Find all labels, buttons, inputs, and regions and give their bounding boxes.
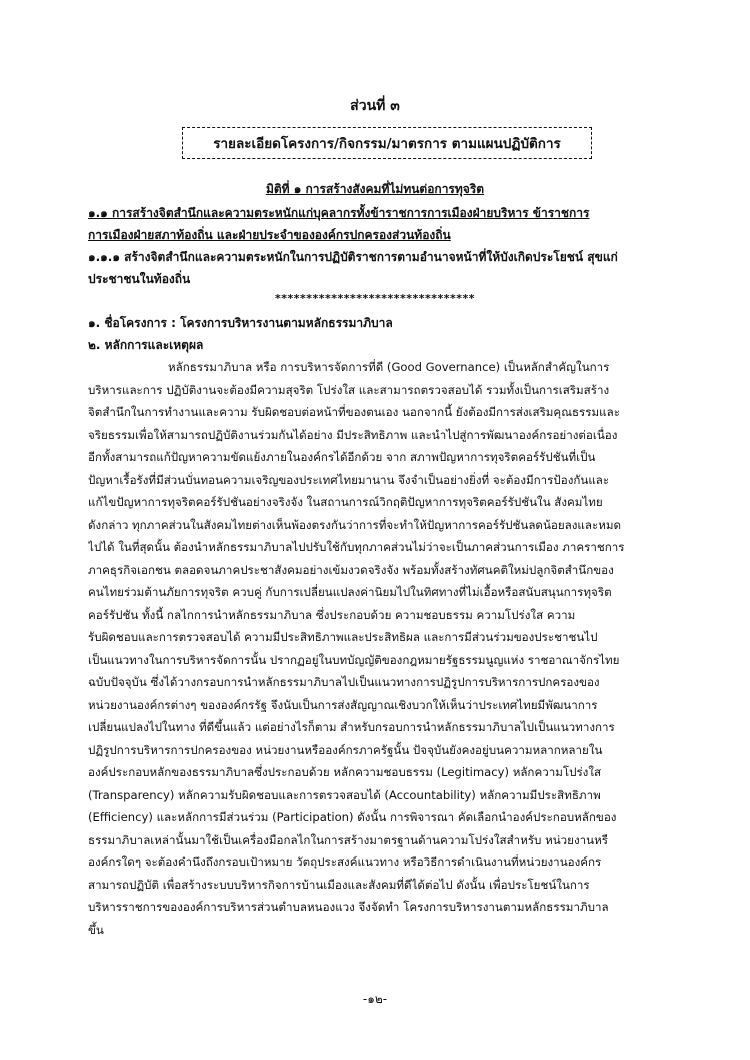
rationale-heading bbox=[88, 334, 668, 356]
page-number: -๑๒- bbox=[362, 992, 388, 1006]
body-line: เป็นแนวทางในการบริหารจัดการนั้น ปรากฏอยู่ในบทบัญญัติของกฎหมายรัฐธรรมนูญแห่ง ราชอาณาจักรไทย bbox=[88, 652, 620, 667]
body-line: แก้ไขปัญหาการทุจริตคอร์รัปชันอย่างจริงจัง ในสถานการณ์วิกฤติปัญหาการทุจริตคอร์รัปชันใน สังคมไทย bbox=[88, 495, 603, 509]
project-name-line: ๑. ชื่อโครงการ : โครงการบริหารงานตามหลักธรรมาภิบาล bbox=[88, 316, 393, 330]
body-line: ธรรมาภิบาลเหล่านั้นมาใช้เป็นเครื่องมือกลไกในการสร้างมาตรฐานด้านความโปร่งใสสำหรับ หน่วยงานหรื bbox=[88, 832, 608, 847]
body-line: หน่วยงานองค์กรต่างๆ ขององค์กรรัฐ จึงนับเป็นการส่งสัญญาณเชิงบวกให้เห็นว่าประเทศไทยมีพัฒนาการ bbox=[88, 697, 598, 712]
body-line: จิตสำนึกในการทำงานและความ รับผิดชอบต่อหน้าที่ของตนเอง นอกจากนี้ ยังต้องมีการส่งเสริมคุณธรรมและ bbox=[88, 405, 620, 419]
section-1-1-1-heading bbox=[88, 246, 668, 290]
body-line: ไปได้ ในที่สุดนั้น ต้องนำหลักธรรมาภิบาลไปปรับใช้กับทุกภาคส่วนไม่ว่าจะเป็นภาคส่วนการเมือง ภาคราชการ bbox=[88, 540, 625, 554]
part-title: ส่วนที่ ๓ bbox=[350, 98, 400, 114]
body-line: ภาคธุรกิจเอกชน ตลอดจนภาคประชาสังคมอย่างเข้มงวดจริงจัง พร้อมทั้งสร้างทัศนคติใหม่ปลูกจิตสำนึกของ bbox=[88, 562, 614, 577]
section-title-box bbox=[182, 127, 592, 159]
rationale-body bbox=[88, 356, 668, 941]
body-line: คอร์รัปชัน ทั้งนี้ กลไกการนำหลักธรรมาภิบาล ซึ่งประกอบด้วย ความชอบธรรม ความโปร่งใส ความ bbox=[88, 607, 576, 622]
body-line: คนไทยร่วมต้านภัยการทุจริต ควบคู่ กับการเปลี่ยนแปลงค่านิยมไปในทิศทางที่ไม่เอื้อหรือสนับสนุนการทุจริต bbox=[88, 585, 612, 599]
body-line: รับผิดชอบและการตรวจสอบได้ ความมีประสิทธิภาพและประสิทธิผล และการมีส่วนร่วมของประชาชนไป bbox=[88, 630, 598, 644]
section-1-1-heading bbox=[88, 202, 668, 246]
rationale-heading-line: ๒. หลักการและเหตุผล bbox=[88, 338, 204, 352]
dimension-title: มิติที่ ๑ การสร้างสังคมที่ไม่ทนต่อการทุจริต bbox=[265, 182, 485, 196]
body-line: สามารถปฏิบัติ เพื่อสร้างระบบบริหารกิจการบ้านเมืองและสังคมที่ดีได้ต่อไป ดังนั้น เพื่อประโยชน์ในการ bbox=[88, 877, 590, 892]
body-line: ปฏิรูปการบริหารการปกครองของ หน่วยงานหรือองค์กรภาครัฐนั้น ปัจจุบันยังคงอยู่บนความหลากหลายใน bbox=[88, 742, 603, 757]
section-title: รายละเอียดโครงการ/กิจกรรม/มาตรการ ตามแผนปฏิบัติการ bbox=[213, 136, 561, 152]
body-line: องค์ประกอบหลักของธรรมาภิบาลซึ่งประกอบด้วย หลักความชอบธรรม (Legitimacy) หลักความโปร่งใส bbox=[88, 765, 602, 779]
body-line: บริหารราชการขององค์การบริหารส่วนตำบลหนองแวง จึงจัดทำ โครงการบริหารงานตามหลักธรรมาภิบาล bbox=[88, 900, 609, 914]
body-line: เปลี่ยนแปลงไปในทาง ที่ดีขึ้นแล้ว แต่อย่างไรก็ตาม สำหรับกรอบการนำหลักธรรมาภิบาลไปเป็นแนวทางการ bbox=[88, 720, 615, 734]
body-line: อีกทั้งสามารถแก้ปัญหาความขัดแย้งภายในองค์กรได้อีกด้วย จาก สภาพปัญหาการทุจริตคอร์รัปชันที่เป็น bbox=[88, 450, 596, 464]
section-1-1-line: การเมืองฝ่ายสภาท้องถิ่น และฝ่ายประจำขององค์กรปกครองส่วนท้องถิ่น bbox=[88, 228, 451, 242]
section-1-1-line: ๑.๑ การสร้างจิตสำนึกและความตระหนักแก่บุคลากรทั้งข้าราชการการเมืองฝ่ายบริหาร ข้าราชการ bbox=[88, 206, 590, 220]
body-line: (Efficiency) และหลักการมีส่วนร่วม (Participation) ดังนั้น การพิจารณา คัดเลือกนำองค์ประกอบหลักของ bbox=[88, 810, 617, 824]
section-1-1-1-line: ประชาชนในท้องถิ่น bbox=[88, 272, 191, 286]
body-line: องค์กรใดๆ จะต้องคำนึงถึงกรอบเป้าหมาย วัตถุประสงค์แนวทาง หรือวิธีการดำเนินงานที่หน่วยงานองค์กร bbox=[88, 855, 602, 869]
body-line: (Transparency) หลักความรับผิดชอบและการตรวจสอบได้ (Accountability) หลักความมีประสิทธิภาพ bbox=[88, 787, 601, 802]
body-line: จริยธรรมเพื่อให้สามารถปฏิบัติงานร่วมกันได้อย่าง มีประสิทธิภาพ และนำไปสู่การพัฒนาองค์กรอย่างต่อเนื่อง bbox=[88, 427, 618, 442]
body-line: ฉบับปัจจุบัน ซึ่งได้วางกรอบการนำหลักธรรมาภิบาลไปเป็นแนวทางการปฏิรูปการบริหารการปกครองของ bbox=[88, 675, 600, 689]
body-line: บริหารและการ ปฏิบัติงานจะต้องมีความสุจริต โปร่งใส และสามารถตรวจสอบได้ รวมทั้งเป็นการเสริมสร้าง bbox=[88, 382, 610, 397]
section-1-1-1-line: ๑.๑.๑ สร้างจิตสำนึกและความตระหนักในการปฏิบัติราชการตามอำนาจหน้าที่ให้บังเกิดประโยชน์ สุขแก่ bbox=[88, 250, 618, 264]
body-line: หลักธรรมาภิบาล หรือ การบริหารจัดการที่ดี (Good Governance) เป็นหลักสำคัญในการ bbox=[168, 360, 610, 374]
separator: ******************************** bbox=[274, 292, 476, 305]
body-line: ดังกล่าว ทุกภาคส่วนในสังคมไทยต่างเห็นพ้องตรงกันว่าการที่จะทำให้ปัญหาการคอร์รัปชันลดน้อยลงและหมด bbox=[88, 517, 622, 532]
project-name bbox=[88, 312, 668, 334]
body-line: ปัญหาเรื้อรังที่มีส่วนบั่นทอนความเจริญของประเทศไทยมานาน จึงจำเป็นอย่างยิ่งที่ จะต้องมีการป้องกันและ bbox=[88, 472, 610, 487]
body-line: ขึ้น bbox=[88, 922, 104, 937]
